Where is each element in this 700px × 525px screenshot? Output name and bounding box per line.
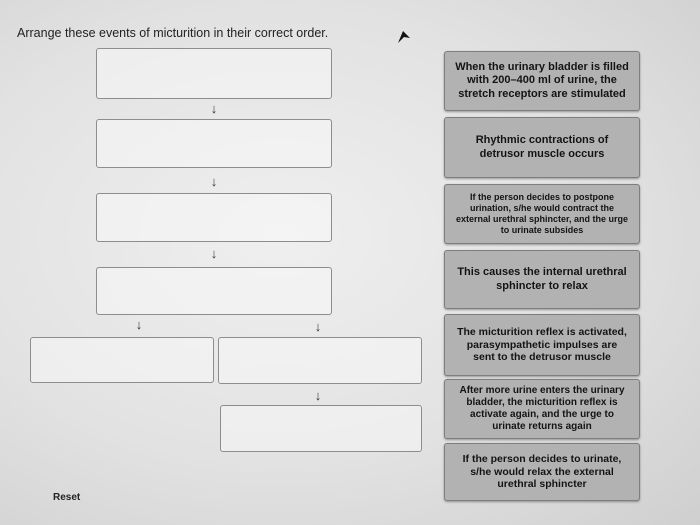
arrow-down-right-branch-icon: ↓ [314, 319, 322, 334]
reset-button[interactable]: Reset [53, 492, 81, 503]
answer-card-7[interactable] [444, 443, 640, 501]
answer-card-text: When the urinary bladder is filled with 200–400 ml of urine, the stretch receptors are stimulated [455, 61, 629, 100]
answer-card-text: The micturition reflex is activated, parasympathetic impulses are sent to the detrusor muscle [457, 326, 627, 364]
answer-card-text: After more urine enters the urinary bladder, the micturition reflex is activate again, and the urge to urinate returns again [459, 385, 625, 432]
drop-slot-6-right[interactable] [218, 337, 422, 384]
arrow-down-left-branch-icon: ↓ [135, 317, 143, 332]
answer-card-text: Rhythmic contractions of detrusor muscle occurs [475, 134, 609, 160]
answer-card-1[interactable] [444, 51, 640, 111]
answer-card-text: If the person decides to postpone urination, s/he would contract the external urethral sphincter, and the urge to urinate subsides [455, 192, 629, 235]
answer-card-4[interactable] [444, 250, 640, 309]
arrow-down-icon: ↓ [210, 101, 218, 116]
answer-card-6[interactable] [444, 379, 640, 439]
arrow-down-icon: ↓ [314, 388, 322, 403]
answer-card-text: If the person decides to urinate, s/he would relax the external urethral sphincter [462, 453, 622, 491]
drop-slot-2[interactable] [96, 119, 332, 168]
answer-card-3[interactable] [444, 184, 640, 244]
answer-card-text: This causes the internal urethral sphincter to relax [457, 266, 627, 292]
arrow-down-icon: ↓ [210, 174, 218, 189]
drop-slot-7[interactable] [220, 405, 422, 452]
drop-slot-5-left[interactable] [30, 337, 214, 383]
answer-card-2[interactable] [444, 117, 640, 178]
drop-slot-3[interactable] [96, 193, 332, 242]
drop-slot-1[interactable] [96, 48, 332, 99]
question-title: Arrange these events of micturition in their correct order. [17, 26, 329, 40]
arrow-down-icon: ↓ [210, 246, 218, 261]
mouse-pointer-icon [397, 30, 411, 44]
answer-card-5[interactable] [444, 314, 640, 376]
drop-slot-4[interactable] [96, 267, 332, 315]
